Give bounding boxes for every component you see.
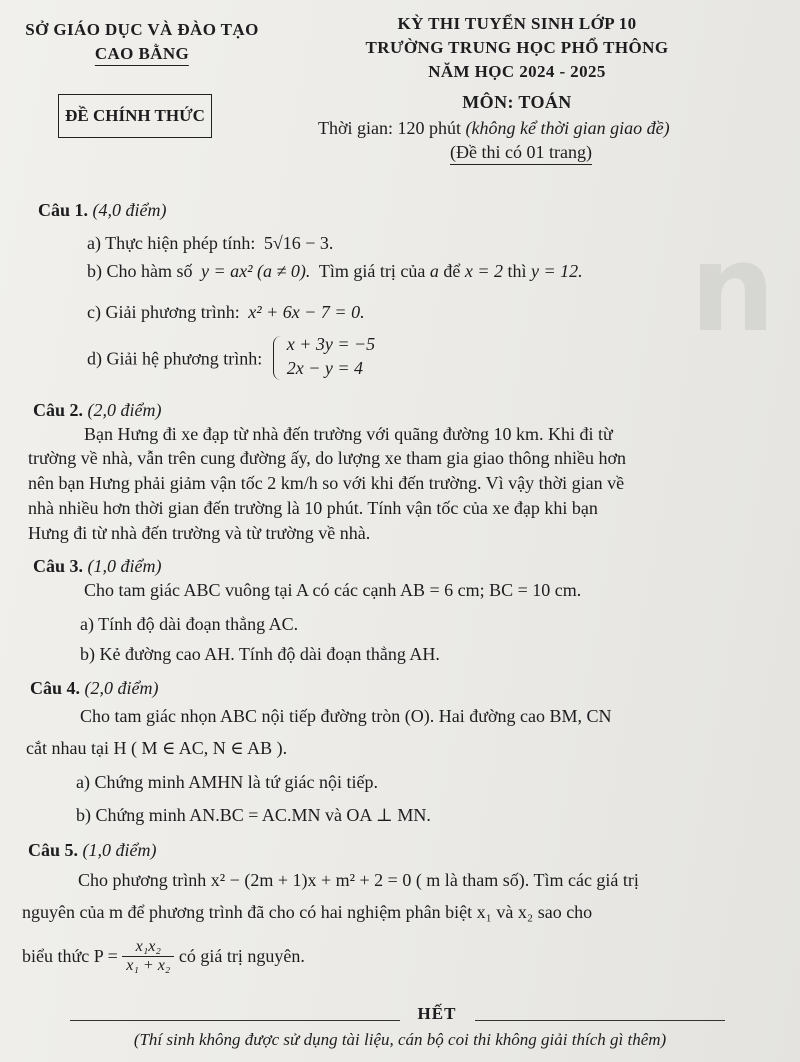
- q3-line1: Cho tam giác ABC vuông tại A có các cạnh AB = 6 cm; BC = 10 cm.: [84, 580, 582, 600]
- q1-d-brace: [273, 336, 284, 380]
- q3-points: (1,0 điểm): [87, 556, 162, 576]
- q3-part-a: a) Tính độ dài đoạn thẳng AC.: [80, 614, 299, 634]
- exam-time: [318, 118, 670, 139]
- exam-time-note: (không kể thời gian giao đề): [465, 118, 670, 138]
- q5-expr-label: biểu thức P =: [22, 946, 118, 966]
- q4-title: Câu 4.: [30, 678, 81, 698]
- q4-heading: [30, 678, 159, 699]
- q5-frac-numerator: x₁x₂: [122, 938, 174, 957]
- dept-name: SỞ GIÁO DỤC VÀ ĐÀO TẠO: [25, 20, 259, 39]
- q1-d-eq1: x + 3y = −5: [286, 334, 376, 354]
- q1-b-math4: x = 2: [464, 261, 504, 281]
- q1-d-system: [273, 336, 383, 382]
- watermark-logo: n: [690, 220, 776, 359]
- q1-b-math2: (a ≠ 0).: [257, 261, 311, 281]
- q4-points: (2,0 điểm): [84, 678, 159, 698]
- q4-part-a: a) Chứng minh AMHN là tứ giác nội tiếp.: [76, 772, 378, 792]
- q2-line4: nhà nhiều hơn thời gian đến trường là 10 phút. Tính vận tốc của xe đạp khi bạn: [28, 498, 598, 518]
- q2-line1: Bạn Hưng đi xe đạp từ nhà đến trường với quãng đường 10 km. Khi đi từ: [84, 424, 613, 444]
- q2-points: (2,0 điểm): [87, 400, 162, 420]
- q2-title: Câu 2.: [33, 400, 84, 420]
- q1-part-b: [87, 261, 583, 282]
- exam-pages: (Đề thi có 01 trang): [450, 142, 592, 165]
- q4-line2: cắt nhau tại H ( M ∈ AC, N ∈ AB ).: [26, 738, 288, 758]
- q1-d-eq2: 2x − y = 4: [286, 358, 364, 378]
- q2-heading: [33, 400, 162, 421]
- q3-part-b: b) Kẻ đường cao AH. Tính độ dài đoạn thẳng AH.: [80, 644, 440, 664]
- exam-subject: MÔN: TOÁN: [462, 92, 572, 112]
- q1-part-d: [87, 336, 383, 382]
- q1-b-math1: y = ax²: [201, 261, 253, 281]
- q4-line1: Cho tam giác nhọn ABC nội tiếp đường tròn (O). Hai đường cao BM, CN: [80, 706, 612, 726]
- q1-b-math3: a: [429, 261, 439, 281]
- q2-line2: trường về nhà, vẫn trên cung đường ấy, do lượng xe tham gia giao thông nhiều hơn: [28, 448, 627, 468]
- end-rule-right: [475, 1020, 725, 1021]
- q1-b-math5: y = 12.: [531, 261, 583, 281]
- q1-b-text: b) Cho hàm số: [87, 261, 193, 281]
- q1-c-text: c) Giải phương trình:: [87, 302, 240, 322]
- exam-title: KỲ THI TUYỂN SINH LỚP 10: [397, 14, 637, 33]
- official-exam-box: ĐỀ CHÍNH THỨC: [58, 94, 212, 138]
- exam-year: NĂM HỌC 2024 - 2025: [428, 62, 606, 81]
- q1-c-math: x² + 6x − 7 = 0.: [248, 302, 365, 322]
- dept-province: CAO BẰNG: [95, 44, 189, 66]
- q5-title: Câu 5.: [28, 840, 79, 860]
- q1-d-text: d) Giải hệ phương trình:: [87, 348, 263, 369]
- exam-time-text: Thời gian: 120 phút: [318, 118, 462, 138]
- q3-heading: [33, 556, 162, 577]
- q1-b-text4: thì: [507, 261, 527, 281]
- end-rule-left: [70, 1020, 400, 1021]
- exam-school: TRƯỜNG TRUNG HỌC PHỔ THÔNG: [365, 38, 669, 57]
- q2-line5: Hưng đi từ nhà đến trường và từ trường về nhà.: [28, 523, 371, 543]
- q5-line3: [22, 938, 305, 975]
- q1-heading: [38, 200, 167, 221]
- q1-a-math: 5√16 − 3.: [263, 233, 334, 253]
- q5-heading: [28, 840, 157, 861]
- q2-line3: nên bạn Hưng phải giảm vận tốc 2 km/h so với khi đến trường. Vì vậy thời gian về: [28, 473, 625, 493]
- q5-frac-denominator: x₁ + x₂: [126, 957, 171, 974]
- q3-title: Câu 3.: [33, 556, 84, 576]
- q1-part-c: [87, 302, 365, 323]
- end-marker: HẾT: [417, 1004, 457, 1023]
- q1-b-text3: để: [443, 261, 461, 281]
- q1-points: (4,0 điểm): [92, 200, 167, 220]
- q1-b-text2: Tìm giá trị của: [318, 261, 426, 281]
- q5-line2: nguyên của m để phương trình đã cho có hai nghiệm phân biệt x₁ và x₂ sao cho: [22, 902, 593, 922]
- q5-expr-tail: có giá trị nguyên.: [178, 946, 305, 966]
- q1-part-a: [87, 233, 333, 254]
- q5-points: (1,0 điểm): [82, 840, 157, 860]
- q5-fraction: [122, 938, 174, 975]
- footer-note: (Thí sinh không được sử dụng tài liệu, cán bộ coi thi không giải thích gì thêm): [133, 1030, 667, 1049]
- q4-part-b: b) Chứng minh AN.BC = AC.MN và OA ⊥ MN.: [76, 805, 431, 825]
- q1-title: Câu 1.: [38, 200, 89, 220]
- q1-a-text: a) Thực hiện phép tính:: [87, 233, 256, 253]
- q5-line1: Cho phương trình x² − (2m + 1)x + m² + 2 = 0 ( m là tham số). Tìm các giá trị: [78, 870, 639, 890]
